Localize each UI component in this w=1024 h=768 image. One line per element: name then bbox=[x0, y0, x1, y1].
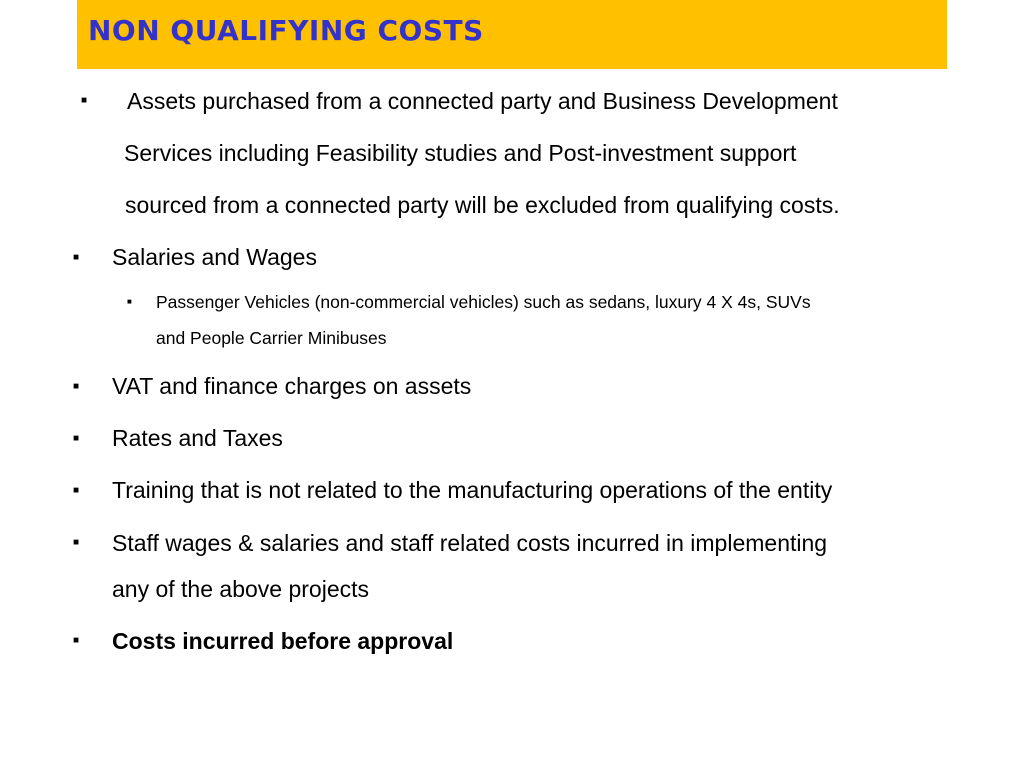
bullet-icon: ■ bbox=[73, 537, 80, 548]
bullet-text-rates: Rates and Taxes bbox=[112, 425, 283, 451]
sub-bullet-text-vehicles-line-2: and People Carrier Minibuses bbox=[156, 328, 387, 348]
bullet-text-staff-line-1: Staff wages & salaries and staff related costs incurred in implementing bbox=[112, 530, 828, 556]
bullet-icon: ■ bbox=[73, 485, 80, 496]
bullet-text-vat: VAT and finance charges on assets bbox=[112, 373, 472, 399]
bullet-text-costs-before-approval: Costs incurred before approval bbox=[112, 628, 454, 654]
bullet-text-training: Training that is not related to the manufacturing operations of the entity bbox=[112, 477, 833, 503]
bullet-icon: ■ bbox=[73, 381, 80, 392]
bullet-text-assets-line-2: Services including Feasibility studies and Post-investment support bbox=[124, 140, 797, 166]
bullet-text-staff-line-2: any of the above projects bbox=[112, 576, 369, 602]
sub-bullet-icon: ■ bbox=[127, 297, 132, 306]
sub-bullet-text-vehicles-line-1: Passenger Vehicles (non-commercial vehicles) such as sedans, luxury 4 X 4s, SUVs bbox=[156, 292, 811, 312]
bullet-text-assets-line-3: sourced from a connected party will be excluded from qualifying costs. bbox=[125, 192, 840, 218]
bullet-text-salaries: Salaries and Wages bbox=[112, 244, 317, 270]
bullet-text-assets-line-1: Assets purchased from a connected party and Business Development bbox=[127, 88, 838, 114]
bullet-icon: ■ bbox=[73, 252, 80, 263]
bullet-icon: ■ bbox=[81, 95, 88, 106]
bullet-icon: ■ bbox=[73, 433, 80, 444]
slide-title: NON QUALIFYING COSTS bbox=[88, 14, 484, 47]
title-bar bbox=[77, 0, 947, 69]
bullet-icon: ■ bbox=[73, 635, 80, 646]
